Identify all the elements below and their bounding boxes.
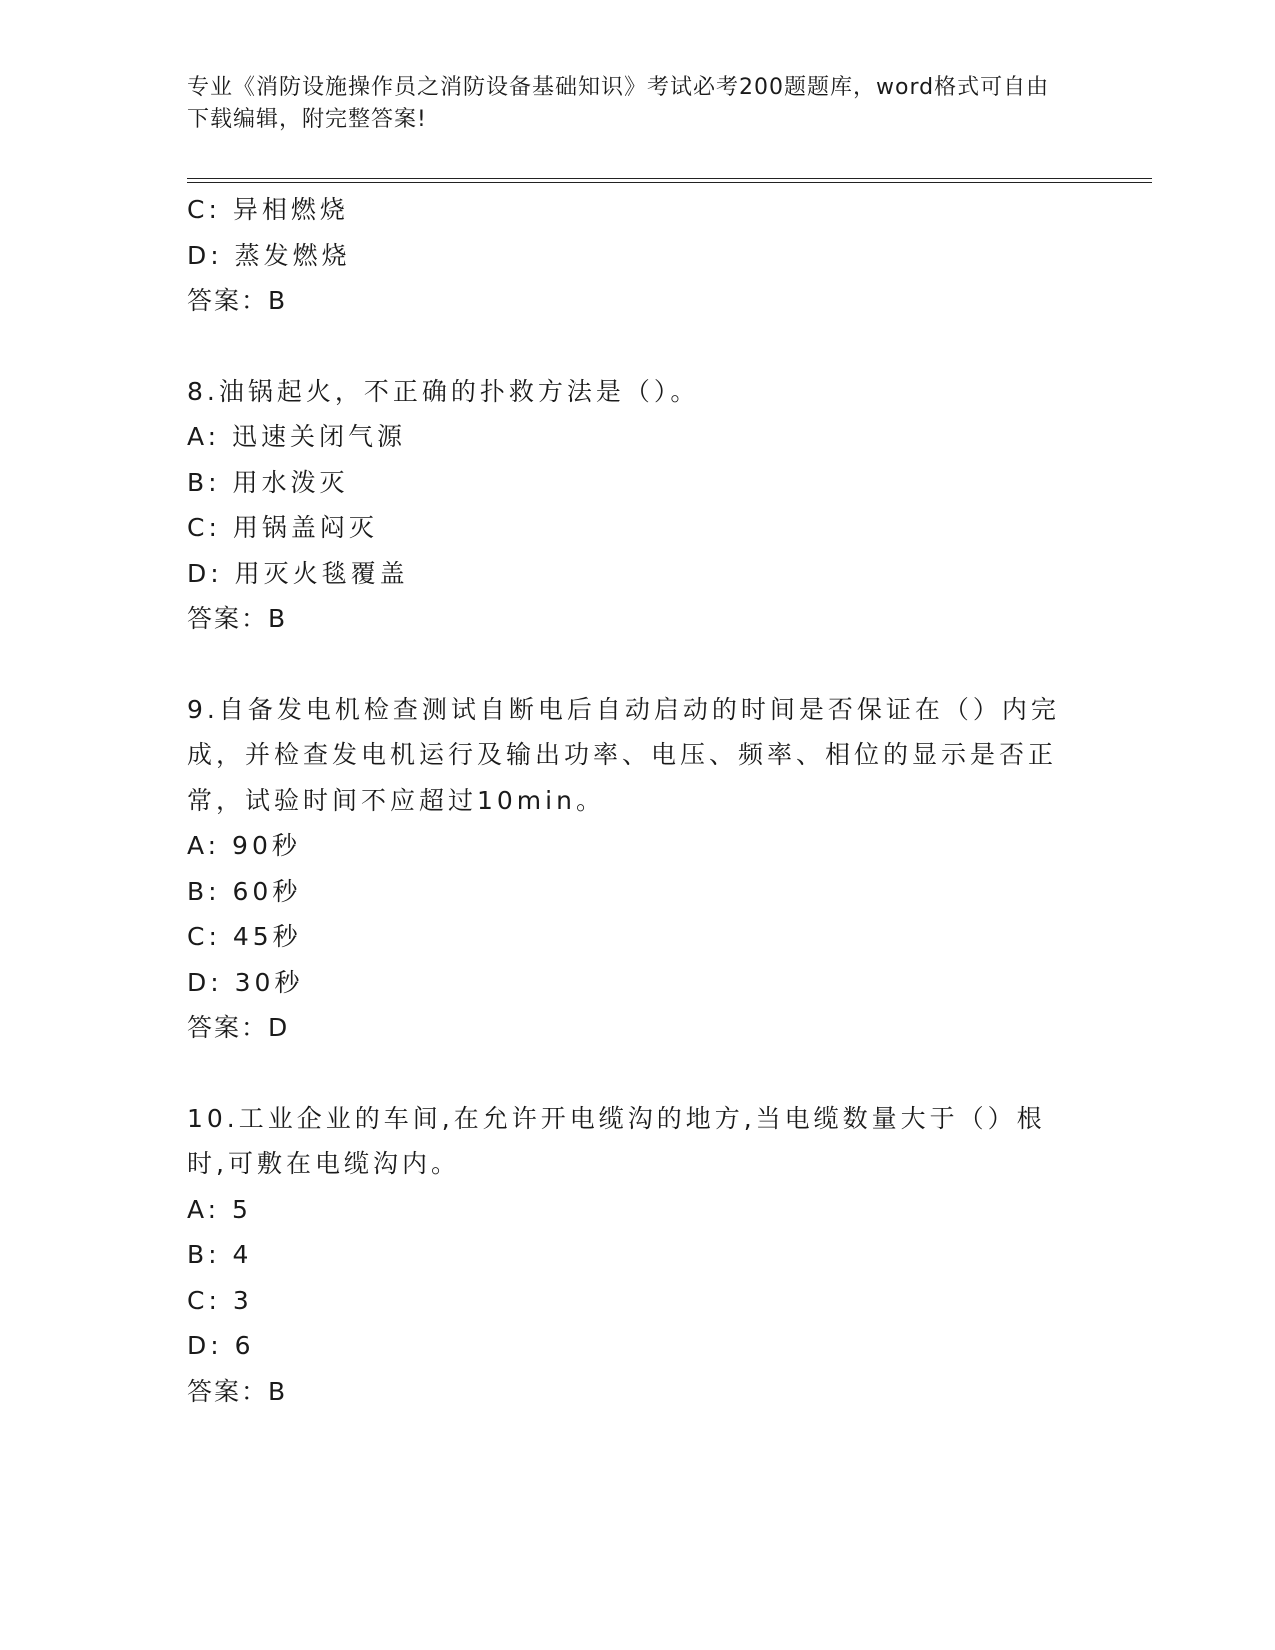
previous-question-tail xyxy=(187,187,1087,324)
option-text: 30秒 xyxy=(234,967,304,997)
option-text: 异相燃烧 xyxy=(232,195,349,224)
option-text: 3 xyxy=(232,1285,253,1315)
option-d xyxy=(187,1323,1087,1369)
option-letter: A: xyxy=(187,422,221,451)
header-divider-bottom xyxy=(187,182,1152,183)
option-d xyxy=(187,233,1087,279)
option-b xyxy=(187,869,1087,915)
option-text: 5 xyxy=(232,1194,252,1224)
option-letter: D: xyxy=(187,558,223,588)
option-c xyxy=(187,914,1087,960)
option-d xyxy=(187,551,1087,597)
option-a xyxy=(187,823,1087,869)
option-text: 45秒 xyxy=(232,922,302,951)
option-b xyxy=(187,460,1087,506)
question-stem: 8.油锅起火，不正确的扑救方法是（）。 xyxy=(187,376,700,406)
option-a xyxy=(187,414,1087,460)
option-text: 用锅盖闷灭 xyxy=(232,513,378,542)
header-divider-top xyxy=(187,178,1152,179)
question-8 xyxy=(187,369,1087,642)
question-content xyxy=(187,187,1087,1414)
option-letter: C: xyxy=(187,195,221,224)
question-stem: 10.工业企业的车间,在允许开电缆沟的地方,当电缆数量大于（）根时,可敷在电缆沟内。 xyxy=(187,1103,1046,1178)
option-text: 6 xyxy=(234,1331,255,1360)
option-c xyxy=(187,187,1087,233)
option-d xyxy=(187,960,1087,1006)
document-header: 专业《消防设施操作员之消防设备基础知识》考试必考200题题库，word格式可自由下载编辑，附完整答案! xyxy=(187,75,1050,132)
option-b xyxy=(187,1232,1087,1278)
option-letter: D: xyxy=(187,1331,223,1360)
option-letter: A: xyxy=(187,1194,221,1224)
question-9 xyxy=(187,687,1087,1051)
spacer xyxy=(187,642,1087,687)
option-letter: D: xyxy=(187,240,223,270)
answer-line: 答案：D xyxy=(187,1013,290,1042)
option-c xyxy=(187,505,1087,551)
question-10 xyxy=(187,1096,1087,1415)
option-text: 用水泼灭 xyxy=(232,467,349,497)
option-letter: B: xyxy=(187,876,221,906)
option-a xyxy=(187,1187,1087,1233)
option-text: 90秒 xyxy=(232,831,301,860)
option-text: 用灭火毯覆盖 xyxy=(234,558,409,588)
option-letter: C: xyxy=(187,1285,221,1315)
option-letter: B: xyxy=(187,1240,221,1269)
spacer xyxy=(187,324,1087,369)
option-c xyxy=(187,1278,1087,1324)
option-letter: D: xyxy=(187,967,223,997)
option-letter: A: xyxy=(187,831,221,860)
answer-line: 答案：B xyxy=(187,1376,288,1406)
spacer xyxy=(187,1051,1087,1096)
option-text: 蒸发燃烧 xyxy=(234,240,351,270)
option-letter: C: xyxy=(187,922,221,951)
question-stem: 9.自备发电机检查测试自断电后自动启动的时间是否保证在（）内完成，并检查发电机运行及输出功率、电压、频率、相位的显示是否正常，试验时间不应超过10min。 xyxy=(187,694,1060,815)
option-text: 60秒 xyxy=(232,876,302,906)
answer-line: 答案：B xyxy=(187,286,288,315)
option-text: 迅速关闭气源 xyxy=(232,422,407,451)
answer-line: 答案：B xyxy=(187,604,288,633)
option-text: 4 xyxy=(232,1240,253,1269)
option-letter: B: xyxy=(187,467,221,497)
option-letter: C: xyxy=(187,513,221,542)
